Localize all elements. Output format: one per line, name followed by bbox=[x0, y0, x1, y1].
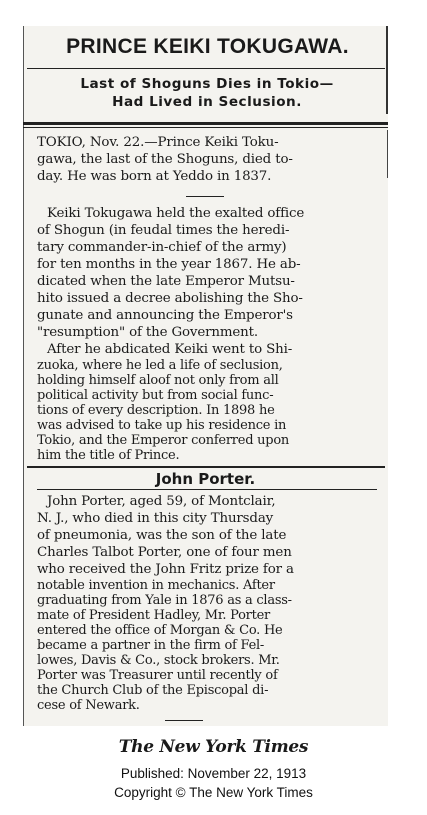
column-rule-right-lower bbox=[387, 130, 388, 178]
obituary-line: notable invention in mechanics. After bbox=[37, 578, 275, 593]
body-line: was advised to take up his residence in bbox=[37, 418, 287, 433]
body-line: political activity but from social func- bbox=[37, 388, 274, 403]
body-line: After he abdicated Keiki went to Shi- bbox=[47, 342, 293, 357]
obituary-line: lowes, Davis & Co., stock brokers. Mr. bbox=[37, 653, 280, 668]
obituary-line: N. J., who died in this city Thursday bbox=[37, 511, 274, 526]
body-line: hito issued a decree abolishing the Sho- bbox=[37, 291, 303, 306]
obituary-line: Charles Talbot Porter, one of four men bbox=[37, 545, 292, 560]
obituary-line: became a partner in the firm of Fel- bbox=[37, 638, 265, 653]
body-line: Keiki Tokugawa held the exalted office bbox=[47, 206, 305, 221]
obituary-line: of pneumonia, was the son of the late bbox=[37, 528, 287, 543]
obituary-line: cese of Newark. bbox=[37, 698, 140, 713]
body-line: of Shogun (in feudal times the heredi- bbox=[37, 223, 290, 238]
obituary-line: the Church Club of the Episcopal di- bbox=[37, 683, 269, 698]
body-line: tions of every description. In 1898 he bbox=[37, 403, 275, 418]
heavy-rule-top bbox=[23, 122, 388, 125]
obituary-line: graduating from Yale in 1876 as a class- bbox=[37, 593, 292, 608]
newspaper-clipping bbox=[23, 26, 388, 726]
copyright-notice: Copyright © The New York Times bbox=[114, 785, 313, 800]
headline: PRINCE KEIKI TOKUGAWA. bbox=[66, 35, 349, 58]
obituary-line: entered the office of Morgan & Co. He bbox=[37, 623, 283, 638]
body-line: day. He was born at Yeddo in 1837. bbox=[37, 169, 272, 184]
subhead-line-2: Had Lived in Seclusion. bbox=[112, 94, 302, 110]
column-rule-left bbox=[23, 26, 24, 726]
subhead-line-1: Last of Shoguns Dies in Tokio— bbox=[80, 76, 334, 92]
body-line: "resumption" of the Government. bbox=[37, 325, 258, 340]
body-line: Tokio, and the Emperor conferred upon bbox=[37, 433, 290, 448]
body-line: dicated when the late Emperor Mutsu- bbox=[37, 274, 295, 289]
section-divider bbox=[27, 466, 385, 468]
body-line: holding himself aloof not only from all bbox=[37, 373, 279, 388]
short-divider bbox=[186, 196, 224, 197]
end-divider bbox=[165, 720, 203, 721]
obituary-heading-rule bbox=[37, 489, 377, 490]
body-line: him the title of Prince. bbox=[37, 448, 180, 463]
headline-rule bbox=[27, 68, 385, 69]
thin-rule-top bbox=[23, 127, 388, 128]
obituary-heading: John Porter. bbox=[155, 470, 256, 488]
body-line: for ten months in the year 1867. He ab- bbox=[37, 257, 301, 272]
body-line: zuoka, where he led a life of seclusion, bbox=[37, 358, 283, 373]
nyt-logo: The New York Times bbox=[118, 737, 309, 757]
body-line: TOKIO, Nov. 22.—Prince Keiki Toku- bbox=[37, 135, 279, 150]
obituary-line: mate of President Hadley, Mr. Porter bbox=[37, 608, 271, 623]
obituary-line: Porter was Treasurer until recently of bbox=[37, 668, 278, 683]
body-line: gunate and announcing the Emperor's bbox=[37, 308, 293, 323]
body-line: gawa, the last of the Shoguns, died to- bbox=[37, 152, 293, 167]
body-line: tary commander-in-chief of the army) bbox=[37, 240, 287, 255]
obituary-line: who received the John Fritz prize for a bbox=[37, 562, 294, 577]
published-date: Published: November 22, 1913 bbox=[120, 766, 307, 781]
obituary-line: John Porter, aged 59, of Montclair, bbox=[47, 494, 276, 509]
